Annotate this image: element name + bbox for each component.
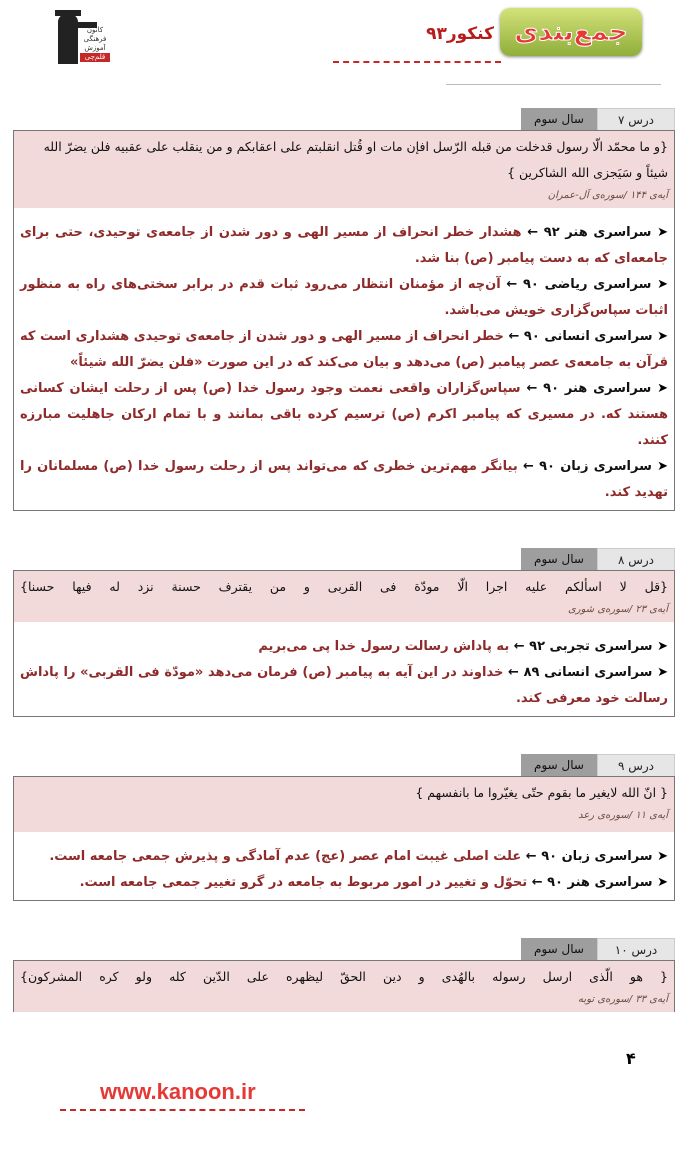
exam-label: سراسری زبان ۹۰ ← (525, 849, 653, 864)
list-item (20, 634, 668, 660)
year-tab: سال سوم (521, 938, 597, 960)
lesson-section-7 (13, 108, 675, 511)
verse-text: {قل لا اسألکم علیه اجرا الّا مودّة فی القربی و من یقترف حسنة نزد له فیها حسنا} (20, 579, 668, 594)
verse-block (14, 777, 674, 832)
year-tab: سال سوم (521, 108, 597, 130)
answer-text: به پاداش رسالت رسول خدا پی می‌بریم (258, 639, 510, 654)
exam-label: سراسری ریاضی ۹۰ ← (506, 277, 652, 292)
answer-text: بیانگر مهم‌ترین خطری که می‌تواند پس از رحلت رسول خدا (ص) مسلمانان را تهدید کند. (20, 459, 668, 500)
answer-text: خداوند در این آیه به پیامبر (ص) فرمان می‌دهد «مودّة فی القربی» را پاداش رسالت خود معرفی کند. (20, 665, 668, 706)
website-link[interactable]: www.kanoon.ir (100, 1079, 256, 1104)
verse-text: {و ما محمّد الّا رسول قدخلت من قبله الرّسل افإن مات او قُتل انقلبتم علی اعقابکم و من ینقلب علی عقبیه فلن یضرّ الله شیئاً و سَیَجزی الله الشاکرین } (43, 139, 668, 180)
answer-text: سپاس‌گزاران واقعی نعمت وجود رسول خدا (ص) پس از رحلت ایشان کسانی هستند که. در مسیری که پیامبر اکرم (ص) ترسیم کرده باقی بمانند و با تمام ارکان جاهلیت مبارزه کنند. (20, 381, 668, 448)
lesson-tab: درس ۷ (597, 108, 675, 130)
verse-block (14, 961, 674, 1012)
bullet-icon: ➤ (652, 875, 668, 890)
list-item (20, 844, 668, 870)
konkur-subtitle: کنکور۹۳ (426, 24, 494, 44)
exam-label: سراسری هنر ۹۲ ← (527, 225, 652, 240)
page-number: ۴ (626, 1049, 636, 1068)
lesson-section-10 (13, 938, 675, 1012)
verse-text: { انّ الله لایغیر ما بقوم حتّی یغیّروا ما بانفسهم } (415, 785, 668, 800)
answer-text: تحوّل و تغییر در امور مربوط به جامعه در گرو تغییر جمعی جامعه است. (79, 875, 528, 890)
verse-reference: آیه‌ی ۱۱ /سوره‌ی رعد (578, 810, 668, 821)
bullet-icon: ➤ (652, 665, 669, 680)
year-tab: سال سوم (521, 548, 597, 570)
list-item (20, 454, 668, 506)
exam-label: سراسری هنر ۹۰ ← (531, 875, 653, 890)
list-item (20, 324, 668, 376)
kanoon-logo: کانون فرهنگی آموزش قلم‌چی (55, 8, 115, 68)
dashed-divider (60, 1109, 305, 1111)
list-item (20, 870, 668, 896)
answer-text: هشدار خطر انحراف از مسیر الهی و دور شدن از جامعه‌ی توحیدی، حتی برای جامعه‌ای که به دست پیامبر (ص) بنا شد. (20, 225, 668, 266)
verse-block (14, 571, 674, 622)
list-item (20, 272, 668, 324)
verse-block (14, 131, 674, 208)
verse-reference: آیه‌ی ۲۳ /سوره‌ی شوری (567, 604, 668, 615)
exam-label: سراسری انسانی ۹۰ ← (508, 329, 653, 344)
bullet-icon: ➤ (651, 225, 669, 240)
dashed-divider (333, 61, 501, 63)
bullet-icon: ➤ (651, 459, 668, 474)
verse-reference: آیه‌ی ۳۳ /سوره‌ی توبه (578, 994, 668, 1005)
bullet-icon: ➤ (652, 849, 668, 864)
bullet-icon: ➤ (652, 329, 668, 344)
lesson-section-8 (13, 548, 675, 717)
verse-reference: آیه‌ی ۱۴۴ /سوره‌ی آل-عمران (547, 190, 668, 201)
bullet-icon: ➤ (651, 381, 668, 396)
list-item (20, 220, 668, 272)
lesson-tab: درس ۹ (597, 754, 675, 776)
answer-text: خطر انحراف از مسیر الهی و دور شدن از جامعه‌ی توحیدی هشداری است که قرآن به جامعه‌ی عصر پیامبر (ص) می‌دهد و بیان می‌کند که در این صورت «فلن یضرّ الله شیئاً» (20, 329, 668, 370)
lesson-tab: درس ۱۰ (597, 938, 675, 960)
exam-label: سراسری تجربی ۹۲ ← (513, 639, 653, 654)
lesson-section-9 (13, 754, 675, 901)
answer-text: علت اصلی غیبت امام عصر (عج) عدم آمادگی و پذیرش جمعی جامعه است. (49, 849, 522, 864)
header-divider (446, 84, 661, 85)
exam-label: سراسری زبان ۹۰ ← (522, 459, 652, 474)
bullet-icon: ➤ (651, 277, 668, 292)
list-item (20, 376, 668, 454)
lesson-tab: درس ۸ (597, 548, 675, 570)
bullet-icon: ➤ (652, 639, 668, 654)
page-footer (0, 1049, 700, 1169)
verse-text: { هو الّذی ارسل رسوله بالهُدی و دین الحقّ لیظهره علی الدّین کله ولو کره المشرکون} (20, 969, 668, 984)
year-tab: سال سوم (521, 754, 597, 776)
summary-banner: جمع‌بندی (500, 8, 642, 56)
exam-label: سراسری هنر ۹۰ ← (526, 381, 652, 396)
list-item (20, 660, 668, 712)
answer-text: آن‌چه از مؤمنان انتظار می‌رود ثبات قدم در برابر سختی‌های راه به منظور اثبات سپاس‌گزاری خویش می‌باشد. (20, 277, 668, 318)
exam-label: سراسری انسانی ۸۹ ← (508, 665, 653, 680)
